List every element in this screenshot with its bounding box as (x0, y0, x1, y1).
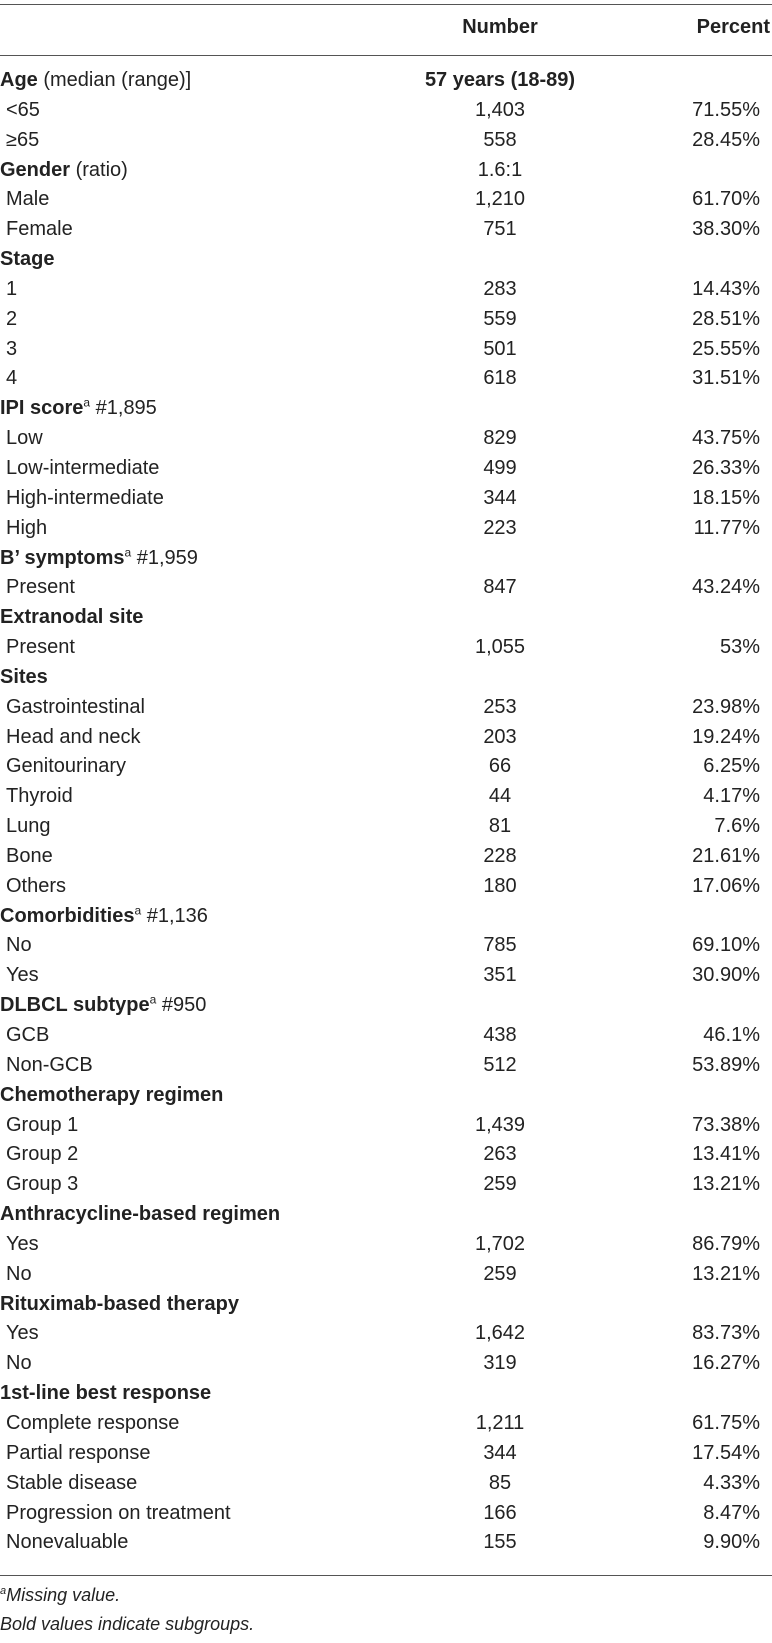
missing-value-marker: a (124, 544, 132, 559)
table-row (0, 96, 772, 126)
cell-number: 1,702 (474, 1232, 526, 1255)
table-group-row (0, 66, 772, 96)
table-group-row (0, 245, 772, 275)
table-row (0, 1349, 772, 1379)
row-label: 2 (6, 307, 18, 330)
group-suffix: (ratio) (70, 158, 128, 181)
row-label: Stable disease (6, 1471, 138, 1494)
cell-percent: 73.38% (692, 1113, 760, 1136)
cell-percent: 9.90% (703, 1531, 760, 1554)
group-label: IPI score (0, 397, 84, 420)
table-row (0, 1021, 772, 1051)
cell-percent: 7.6% (714, 815, 760, 838)
table-row (0, 364, 772, 394)
cell-percent: 43.24% (692, 576, 760, 599)
missing-value-marker: a (83, 395, 91, 410)
cell-number: 1,210 (474, 188, 526, 211)
cell-number: 81 (488, 815, 512, 838)
table-row (0, 484, 772, 514)
row-label (0, 1290, 239, 1320)
cell-number: 558 (483, 128, 517, 151)
cell-number: 319 (483, 1352, 517, 1375)
row-label (0, 1379, 211, 1409)
cell-number: 66 (488, 755, 512, 778)
row-label: Non-GCB (6, 1053, 93, 1076)
table-group-row (0, 991, 772, 1021)
row-label: Group 3 (6, 1173, 79, 1196)
cell-percent: 28.51% (692, 307, 760, 330)
row-label: Genitourinary (6, 755, 127, 778)
cell-number: 1.6:1 (477, 158, 523, 181)
group-label: Comorbidities (0, 904, 135, 927)
cell-number: 618 (483, 367, 517, 390)
table-group-row (0, 394, 772, 424)
table-row (0, 693, 772, 723)
cell-percent: 53% (719, 636, 760, 659)
table-bottom-rule (0, 1575, 772, 1576)
table-row (0, 335, 772, 365)
cell-percent: 86.79% (692, 1232, 760, 1255)
row-label: High-intermediate (6, 486, 164, 509)
table-group-row (0, 902, 772, 932)
row-label (0, 394, 157, 424)
table-group-row (0, 603, 772, 633)
cell-number: 344 (483, 1441, 517, 1464)
row-label: No (6, 934, 32, 957)
row-label: Gastrointestinal (6, 695, 145, 718)
row-label (0, 544, 198, 574)
cell-number: 847 (483, 576, 517, 599)
row-label: ≥65 (6, 128, 40, 151)
cell-number: 44 (488, 785, 512, 808)
row-label: GCB (6, 1024, 50, 1046)
cell-percent: 11.77% (693, 516, 760, 539)
row-label (0, 156, 128, 186)
row-label (0, 991, 206, 1021)
row-label: Female (6, 218, 73, 241)
cell-number: 203 (483, 725, 517, 748)
table-group-row (0, 663, 772, 693)
cell-percent: 71.55% (692, 98, 760, 121)
group-suffix: #1,959 (131, 546, 198, 569)
cell-number: 228 (483, 844, 517, 867)
table-row (0, 305, 772, 335)
group-label: Gender (0, 158, 71, 181)
table-row (0, 931, 772, 961)
table-row (0, 126, 772, 156)
cell-percent: 25.55% (692, 337, 760, 360)
group-label: Sites (0, 665, 48, 688)
cell-number: 1,403 (474, 98, 526, 121)
table-row (0, 752, 772, 782)
cell-percent: 13.21% (692, 1262, 760, 1285)
table-group-row (0, 1290, 772, 1320)
row-label: Nonevaluable (6, 1531, 129, 1554)
table-header-rule (0, 55, 772, 56)
row-label: Group 2 (6, 1143, 79, 1166)
row-label: Group 1 (6, 1113, 79, 1136)
cell-percent: 8.47% (703, 1501, 760, 1524)
row-label: Head and neck (6, 725, 141, 748)
group-label: DLBCL subtype (0, 994, 150, 1017)
table-row (0, 1260, 772, 1290)
table-row (0, 1469, 772, 1499)
table-body (0, 66, 772, 1558)
table-row (0, 812, 772, 842)
cell-percent: 13.41% (692, 1143, 760, 1166)
cell-number: 85 (488, 1471, 512, 1494)
table-row (0, 1111, 772, 1141)
table-group-row (0, 1200, 772, 1230)
table-row (0, 1409, 772, 1439)
row-label: Lung (6, 815, 51, 838)
row-label: High (6, 516, 48, 539)
group-label: Chemotherapy regimen (0, 1083, 224, 1106)
table-top-rule (0, 4, 772, 5)
table-row (0, 573, 772, 603)
cell-number: 499 (483, 456, 517, 479)
table-header-row (0, 14, 772, 46)
row-label (0, 66, 191, 96)
row-label: Yes (6, 964, 39, 987)
row-label: Yes (6, 1232, 39, 1255)
cell-number: 559 (483, 307, 517, 330)
cell-percent: 61.70% (692, 188, 760, 211)
group-label: Age (0, 69, 38, 91)
row-label: 1 (6, 277, 18, 300)
missing-value-marker: a (149, 992, 157, 1007)
footnote-missing (0, 1585, 120, 1606)
table-group-row (0, 1081, 772, 1111)
table-row (0, 1528, 772, 1558)
row-label: <65 (6, 98, 40, 121)
row-label: Yes (6, 1322, 39, 1345)
table-row (0, 514, 772, 544)
cell-percent: 23.98% (692, 695, 760, 718)
cell-number: 829 (483, 427, 517, 450)
cell-percent: 18.15% (692, 486, 760, 509)
group-suffix: #1,895 (90, 397, 157, 420)
cell-number: 344 (483, 486, 517, 509)
row-label: Others (6, 874, 67, 897)
cell-percent: 14.43% (692, 277, 760, 300)
footnote-bold-note: Bold values indicate subgroups. (0, 1614, 255, 1634)
table-row (0, 1439, 772, 1469)
cell-number: 253 (483, 695, 517, 718)
footnote-missing-text: Missing value. (6, 1585, 121, 1605)
group-label: Rituximab-based therapy (0, 1292, 239, 1315)
row-label: 4 (6, 367, 18, 390)
table-group-row (0, 1379, 772, 1409)
row-label: Complete response (6, 1411, 180, 1434)
row-label: Low-intermediate (6, 456, 160, 479)
row-label (0, 1200, 280, 1230)
table-row (0, 215, 772, 245)
cell-percent: 38.30% (692, 218, 760, 241)
cell-percent: 43.75% (692, 427, 760, 450)
table-row (0, 1140, 772, 1170)
row-label: Low (6, 427, 43, 450)
cell-percent: 6.25% (703, 755, 760, 778)
cell-number: 351 (483, 964, 517, 987)
cell-number: 1,439 (474, 1113, 526, 1136)
row-label (0, 663, 48, 693)
cell-percent: 30.90% (692, 964, 760, 987)
cell-number: 1,642 (474, 1322, 526, 1345)
group-label: 1st-line best response (0, 1382, 212, 1405)
cell-number: 259 (483, 1173, 517, 1196)
table-row (0, 842, 772, 872)
row-label (0, 1081, 223, 1111)
row-label (0, 245, 54, 275)
header-percent: Percent (696, 16, 770, 38)
cell-number: 259 (483, 1262, 517, 1285)
table-row (0, 1499, 772, 1529)
cell-percent: 17.06% (692, 874, 760, 897)
cell-number: 223 (483, 516, 517, 539)
row-label: No (6, 1352, 32, 1375)
footnote-missing-marker: a (0, 1585, 7, 1597)
table-row (0, 1051, 772, 1081)
row-label: No (6, 1262, 32, 1285)
table-row (0, 454, 772, 484)
cell-number: 501 (483, 337, 517, 360)
cell-number: 751 (483, 218, 517, 241)
cell-percent: 53.89% (692, 1053, 760, 1076)
table-row (0, 1230, 772, 1260)
cell-number: 166 (483, 1501, 517, 1524)
cell-number: 512 (483, 1053, 517, 1076)
table-row (0, 275, 772, 305)
group-suffix: #950 (156, 994, 207, 1017)
cell-number: 263 (483, 1143, 517, 1166)
row-label: Present (6, 576, 75, 599)
row-label: Partial response (6, 1441, 151, 1464)
header-number: Number (462, 16, 538, 38)
table-row (0, 872, 772, 902)
cell-number: 1,055 (474, 636, 526, 659)
table-row (0, 633, 772, 663)
missing-value-marker: a (134, 902, 142, 917)
row-label: Bone (6, 844, 53, 867)
cell-number: 438 (483, 1024, 517, 1046)
row-label: Thyroid (6, 785, 73, 808)
group-label: Extranodal site (0, 606, 144, 629)
cell-number: 155 (483, 1531, 517, 1554)
table-row (0, 1170, 772, 1200)
cell-percent: 4.17% (703, 785, 760, 808)
group-label: Stage (0, 248, 55, 271)
table-group-row (0, 544, 772, 574)
row-label: Present (6, 636, 75, 659)
group-suffix: (median (range)] (37, 69, 192, 91)
cell-percent: 31.51% (692, 367, 760, 390)
row-label: 3 (6, 337, 18, 360)
table-row (0, 782, 772, 812)
table-row (0, 185, 772, 215)
table-row (0, 723, 772, 753)
table-row (0, 961, 772, 991)
cell-number: 57 years (18-89) (424, 69, 576, 91)
cell-percent: 28.45% (692, 128, 760, 151)
cell-number: 785 (483, 934, 517, 957)
row-label: Male (6, 188, 50, 211)
table-group-row (0, 156, 772, 186)
cell-number: 283 (483, 277, 517, 300)
row-label: Progression on treatment (6, 1501, 231, 1524)
cell-number: 1,211 (475, 1411, 525, 1434)
cell-percent: 69.10% (692, 934, 760, 957)
table-row (0, 424, 772, 454)
cell-percent: 21.61% (692, 844, 760, 867)
group-label: Anthracycline-based regimen (0, 1203, 281, 1226)
cell-percent: 26.33% (692, 456, 760, 479)
cell-percent: 19.24% (692, 725, 760, 748)
cell-percent: 16.27% (692, 1352, 760, 1375)
cell-percent: 13.21% (692, 1173, 760, 1196)
cell-percent: 83.73% (692, 1322, 760, 1345)
group-label: B’ symptoms (0, 546, 125, 569)
group-suffix: #1,136 (141, 904, 208, 927)
cell-percent: 46.1% (703, 1024, 760, 1046)
row-label (0, 603, 143, 633)
row-label (0, 902, 208, 932)
cell-percent: 4.33% (703, 1471, 760, 1494)
table-row (0, 1319, 772, 1349)
cell-percent: 61.75% (692, 1411, 760, 1434)
cell-percent: 17.54% (692, 1441, 760, 1464)
cell-number: 180 (483, 874, 517, 897)
